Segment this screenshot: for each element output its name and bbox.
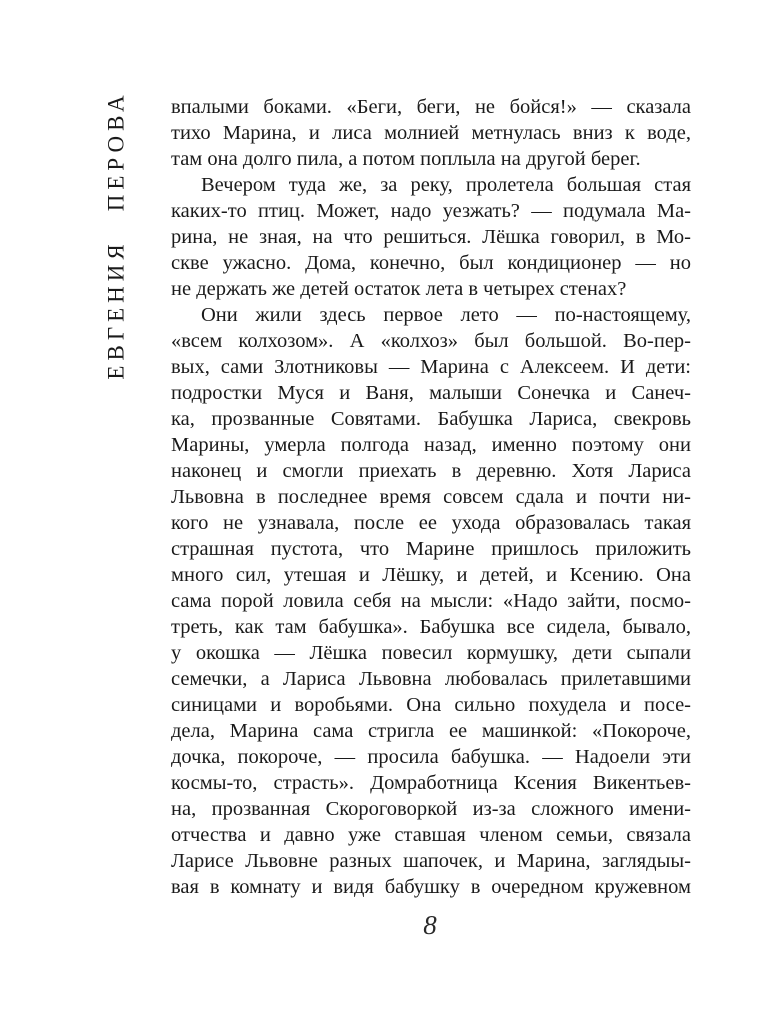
text-line: семечки, а Лариса Львовна любовалась прилетавшими [171,668,691,690]
text-line: дела, Марина сама стригла ее машинкой: «Покороче, [171,720,691,742]
text-line: «всем колхозом». А «колхоз» был большой. Во-пер- [171,330,691,352]
text-line: подростки Муся и Ваня, малыши Сонечка и Санеч- [171,382,691,404]
text-line: дочка, покороче, — просила бабушка. — Надоели эти [171,746,691,768]
text-line: Львовна в последнее время совсем сдала и почти ни- [171,486,691,508]
text-line: треть, как там бабушка». Бабушка все сидела, бывало, [171,616,691,638]
text-line: тихо Марина, и лиса молнией метнулась вниз к воде, [171,122,691,144]
text-line: синицами и воробьями. Она сильно похудела и посе- [171,694,691,716]
text-line: космы-то, страсть». Домработница Ксения Викентьев- [171,772,691,794]
text-line: вых, сами Злотниковы — Марина с Алексеем. И дети: [171,356,691,378]
text-line: на, прозванная Скороговоркой из-за сложного имени- [171,798,691,820]
text-line: впалыми боками. «Беги, беги, не бойся!» — сказала [171,96,691,118]
author-first-name: ЕВГЕНИЯ [104,239,130,380]
text-line: Они жили здесь первое лето — по-настоящему, [201,304,691,326]
page-number: 8 [423,910,437,940]
text-line: Марины, умерла полгода назад, именно поэтому они [171,434,691,456]
author-name [104,90,130,379]
text-line: страшная пустота, что Марине пришлось приложить [171,538,691,560]
text-line: ка, прозванные Совятами. Бабушка Лариса, свекровь [171,408,691,430]
text-line: там она долго пила, а потом поплыла на другой берег. [171,148,641,170]
text-line: каких-то птиц. Может, надо уезжать? — подумала Ма- [171,200,691,222]
text-line: вая в комнату и видя бабушку в очередном кружевном [171,876,691,898]
body-text [171,94,691,900]
text-line: наконец и смогли приехать в деревню. Хотя Лариса [171,460,691,482]
text-line: не держать же детей остаток лета в четырех стенах? [171,278,627,300]
author-last-name: ПЕРОВА [104,90,130,212]
text-line: скве ужасно. Дома, конечно, был кондиционер — но [171,252,691,274]
text-line: много сил, утешая и Лёшку, и детей, и Ксению. Она [171,564,691,586]
text-line: сама порой ловила себя на мысли: «Надо зайти, посмо- [171,590,691,612]
text-line: у окошка — Лёшка повесил кормушку, дети сыпали [171,642,691,664]
text-line: кого не узнавала, после ее ухода образовалась такая [171,512,691,534]
running-head [98,90,136,380]
text-line: Вечером туда же, за реку, пролетела большая стая [201,174,691,196]
text-line: Ларисе Львовне разных шапочек, и Марина, заглядыы- [171,850,691,872]
text-line: отчества и давно уже ставшая членом семьи, связала [171,824,691,846]
text-line: рина, не зная, на что решиться. Лёшка говорил, в Мо- [171,226,691,248]
